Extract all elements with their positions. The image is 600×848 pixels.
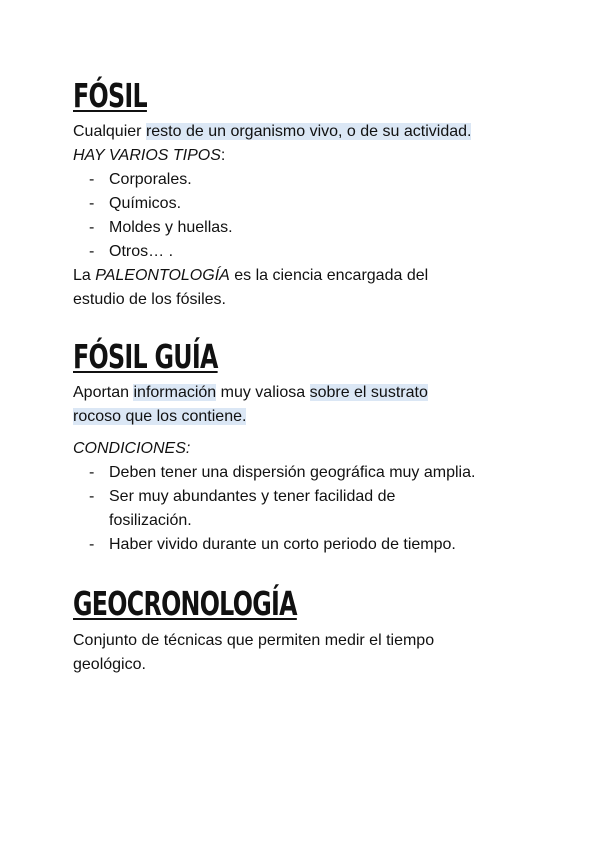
bullet-dash: - — [89, 195, 95, 212]
paleo-term: PALEONTOLOGÍA — [95, 267, 230, 284]
fosil-guia-paragraph-line-2 — [73, 405, 246, 429]
guia-highlight-informacion: información — [133, 384, 217, 401]
list-item-text: fosilización. — [109, 512, 192, 529]
fosil-definition — [73, 120, 471, 144]
fosil-definition-highlight: resto de un organismo vivo, o de su actividad. — [145, 123, 472, 140]
list-item-text: Otros… . — [109, 243, 174, 260]
heading-fosil: FÓSIL — [73, 76, 147, 115]
paleo-prefix: La — [73, 267, 96, 284]
heading-fosil-guia: FÓSIL GUÍA — [73, 337, 218, 376]
guia-text-a: Aportan — [73, 384, 134, 401]
list-item-text: Haber vivido durante un corto periodo de tiempo. — [109, 536, 456, 553]
types-label-text: HAY VARIOS TIPOS — [73, 147, 221, 164]
geocronologia-line-1: Conjunto de técnicas que permiten medir el tiempo — [73, 632, 435, 649]
bullet-dash: - — [89, 536, 95, 553]
bullet-dash: - — [89, 488, 95, 505]
fosil-definition-prefix: Cualquier — [73, 123, 146, 140]
list-item-text: Moldes y huellas. — [109, 219, 233, 236]
paleontologia-line-2: estudio de los fósiles. — [73, 291, 226, 308]
bullet-dash: - — [89, 219, 95, 236]
bullet-dash: - — [89, 171, 95, 188]
types-label-colon: : — [220, 147, 226, 164]
paleo-suffix: es la ciencia encargada del — [229, 267, 429, 284]
list-item-text: Ser muy abundantes y tener facilidad de — [109, 488, 396, 505]
condiciones-label: CONDICIONES: — [73, 440, 191, 457]
guia-highlight-rocoso: rocoso que los contiene. — [73, 408, 247, 425]
list-item-text: Químicos. — [109, 195, 182, 212]
bullet-dash: - — [89, 243, 95, 260]
geocronologia-line-2: geológico. — [73, 656, 146, 673]
fosil-guia-paragraph-line-1 — [73, 381, 428, 405]
guia-text-c: muy valiosa — [216, 384, 310, 401]
list-item-text: Corporales. — [109, 171, 192, 188]
bullet-dash: - — [89, 464, 95, 481]
paleontologia-line-1 — [73, 264, 428, 288]
fosil-types-label — [73, 144, 225, 168]
heading-geocronologia: GEOCRONOLOGÍA — [73, 584, 297, 623]
guia-highlight-sustrato: sobre el sustrato — [309, 384, 428, 401]
list-item-text: Deben tener una dispersión geográfica muy amplia. — [109, 464, 476, 481]
